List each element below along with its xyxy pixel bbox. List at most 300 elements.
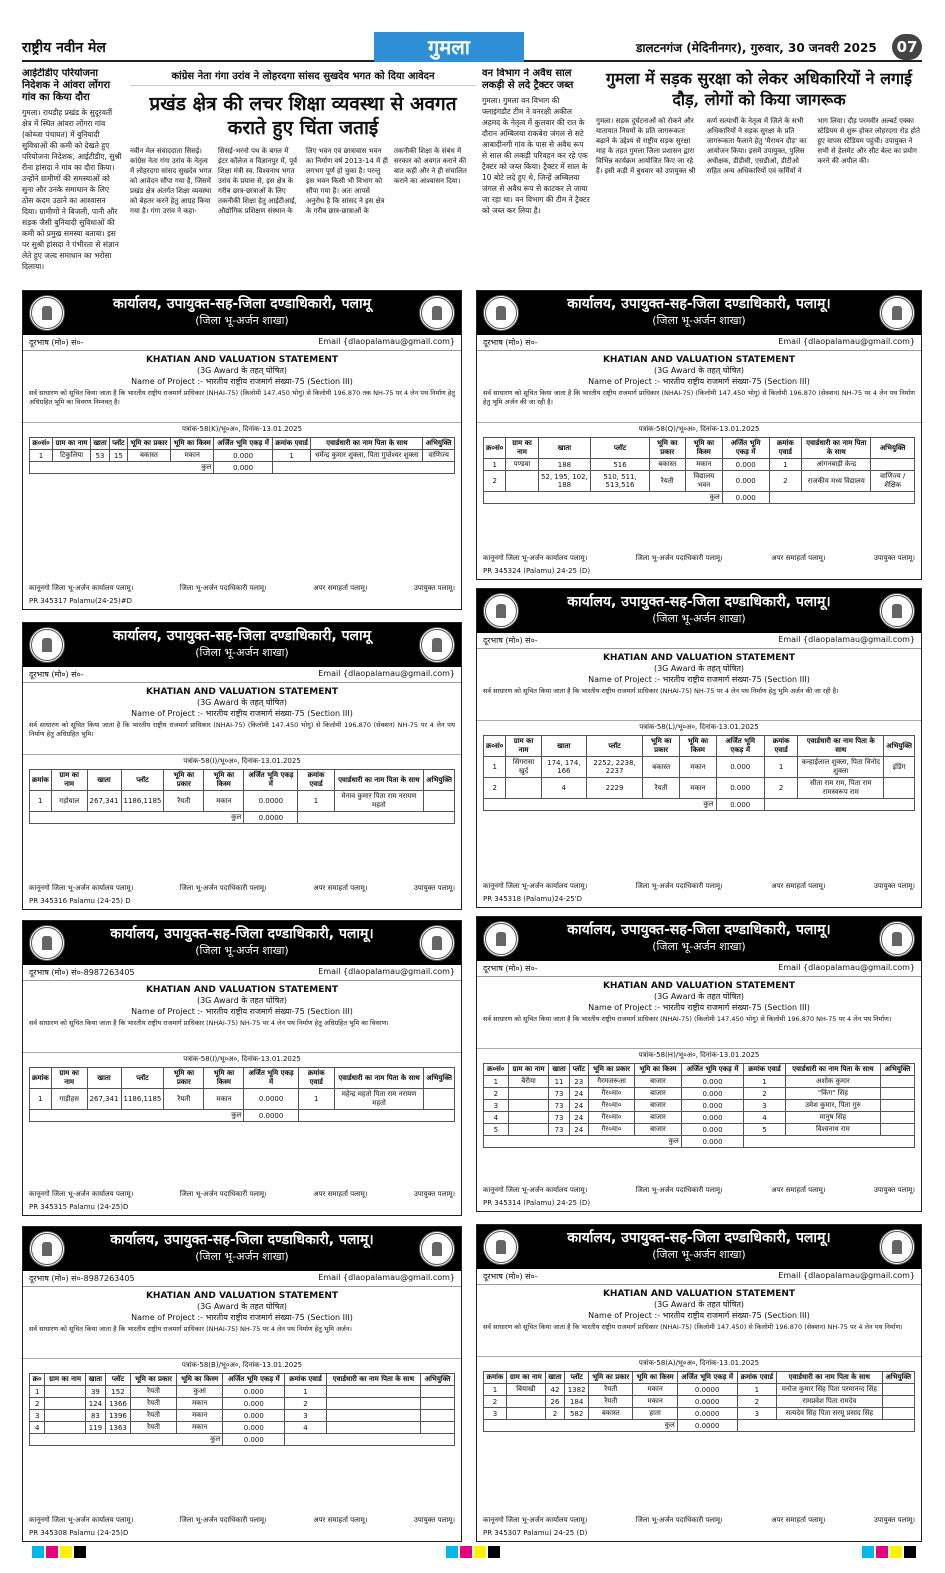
ad-branch: (जिला भू-अर्जन शाखा) (652, 940, 746, 953)
emblem-icon (483, 1229, 519, 1265)
table-cell: 24 (569, 1100, 588, 1112)
table-cell: 1186,1185 (121, 1089, 164, 1110)
ad-header (23, 291, 461, 335)
table-row (30, 1398, 455, 1410)
table-row (484, 1124, 915, 1136)
table-cell (882, 1396, 914, 1408)
signatory: उपायुक्त पलामू। (873, 554, 915, 562)
ad-email: Email {dlaopalamau@gmail.com} (318, 669, 455, 678)
table-cell: गैर०मा० (588, 1088, 634, 1100)
table-cell: 42 (545, 1384, 564, 1396)
column-header: खाता (87, 770, 121, 791)
land-notice-ad (476, 290, 922, 580)
column-header: भूमि का प्रकार (643, 736, 680, 757)
column-header: खाता (91, 438, 110, 450)
signatory: कानूनगो जिला भू-अर्जन कार्यालय पलामू। (483, 882, 588, 890)
signatory: कानूनगो जिला भू-अर्जन कार्यालय पलामू। (483, 1186, 588, 1194)
project-name: Name of Project :- भारतीय राष्ट्रीय राजमार्ग संख्या-75 (Section III) (588, 377, 810, 386)
column-header: खाता (541, 736, 586, 757)
table-cell: 5 (484, 1124, 509, 1136)
table-cell (421, 1422, 455, 1434)
table-cell (45, 1398, 85, 1410)
emblem-icon (29, 925, 65, 961)
column-header: भूमि का प्रकार (649, 438, 685, 459)
statement-title: KHATIAN AND VALUATION STATEMENT (145, 985, 339, 995)
column-header: क्रमांक एवार्ड (764, 736, 797, 757)
table-row (484, 471, 915, 492)
table-row (484, 1408, 915, 1420)
table-cell: 23 (569, 1076, 588, 1088)
color-swatch (460, 1546, 472, 1558)
ad-header (477, 291, 921, 335)
table-cell: रैयती (589, 1396, 633, 1408)
table-cell: 0.0000 (244, 791, 298, 812)
table-cell: विद्यालय भवन (685, 471, 722, 492)
signatory: उपायुक्त पलामू। (873, 1186, 915, 1194)
table-cell: मकान (680, 778, 716, 799)
story-body: गुमला। सड़क दुर्घटनाओं को रोकने और यातायात नियमों के प्रति जागरूकता बढ़ाने के उद्देश्य से राष्ट्रीय सड़क सुरक्षा माह के तहत गुमला जिला प्रशासन द्वारा विभिन्न कार्यक्रम आयोजित किए जा रहे हैं। इसी कड़ी में बुधवार को उपायुक्त श्री कर्ण सत्यार्थी के नेतृत्व में जिले के सभी अधिकारियों ने सड़क सुरक्षा के प्रति जागरूकता फैलाने हेतु 'मैराथन दौड़' का आयोजन किया। इसमें उपायुक्त, पुलिस अधीक्षक, डीडीसी, एसडीओ, डीटीओ सहित अन्य अधिकारियों एवं कर्मियों ने भाग लिया। दौड़ परमवीर अल्बर्ट एक्का स्टेडियम से शुरू होकर लोहरदगा रोड होते हुए वापस स्टेडियम पहुंची। उपायुक्त ने सभी से हेलमेट और सीट बेल्ट का प्रयोग करने की अपील की। (596, 117, 920, 175)
column-header: अभियुक्ति (871, 438, 915, 459)
column-header: एवार्डधारी का नाम पिता के साथ (777, 1372, 883, 1384)
signatory: कानूनगो जिला भू-अर्जन कार्यालय पलामू। (29, 1516, 134, 1524)
emblem-icon (29, 627, 65, 663)
table-cell (421, 1386, 455, 1398)
land-table (29, 769, 455, 824)
ad-office-title: कार्यालय, उपायुक्त-सह-जिला दण्डाधिकारी, पलामू। (567, 1230, 831, 1246)
table-cell: 1363 (105, 1422, 130, 1434)
table-row (484, 1100, 915, 1112)
table-cell: सीता राम राम, पिता राम रामस्वरूप राम (798, 778, 884, 799)
ad-contact (477, 335, 921, 351)
statement-title: KHATIAN AND VALUATION STATEMENT (145, 687, 339, 697)
table-cell (326, 1410, 421, 1422)
table-cell (424, 791, 455, 812)
table-row (30, 1386, 455, 1398)
signatories (29, 584, 455, 593)
table-row (484, 1088, 915, 1100)
total-value: 0.000 (722, 492, 769, 504)
ad-phone: दूरभाष (मो०) सं०-8987263405 (29, 1274, 135, 1283)
emblem-icon (419, 925, 455, 961)
color-registration-bar (22, 1546, 922, 1558)
ad-branch: (जिला भू-अर्जन शाखा) (195, 1250, 289, 1263)
story-road-safety (596, 68, 922, 284)
table-cell: 0.000 (716, 757, 764, 778)
column-header: भूमि का किस्म (177, 1374, 223, 1386)
table-header-row (484, 1064, 915, 1076)
table-cell: रैयती (130, 1386, 176, 1398)
table-cell: 1 (298, 791, 334, 812)
table-cell: 1 (272, 450, 311, 462)
table-cell: 2 (764, 778, 797, 799)
ad-contact (23, 667, 461, 683)
column-header: भूमि का किस्म (204, 1068, 244, 1089)
ad-email: Email {dlaopalamau@gmail.com} (318, 1273, 455, 1282)
column-header: ग्राम का नाम (51, 770, 87, 791)
table-cell: अशोक कुमार (785, 1076, 880, 1088)
column-header: अभियुक्ति (881, 1064, 915, 1076)
table-cell: मकान (633, 1384, 677, 1396)
land-notice-ad (22, 622, 462, 910)
table-cell: रैयती (589, 1384, 633, 1396)
project-name: Name of Project :- भारतीय राष्ट्रीय राजमार्ग संख्या-75 (Section III) (588, 675, 810, 684)
total-label: कुल (30, 812, 244, 824)
table-cell: 0.000 (716, 778, 764, 799)
ad-branch: (जिला भू-अर्जन शाखा) (195, 646, 289, 659)
table-cell: धर्मेन्द्र कुमार शुक्ला, पिता गुप्तेश्वर शुक्ला (311, 450, 423, 462)
table-cell: 152 (105, 1386, 130, 1398)
table-cell: रैयती (164, 1089, 204, 1110)
case-number: पत्रांक-58(I)/भू०अ०, दिनांक-13.01.2025 (183, 1055, 301, 1063)
ad-phone: दूरभाष (मो०) सं०- (29, 670, 84, 679)
award-line: (3G Award के तहत् घोषित) (196, 698, 288, 707)
table-cell: 0.000 (214, 450, 272, 462)
brand-name: राष्ट्रीय नवीन मेल (22, 40, 106, 56)
story-itda-visit (22, 68, 122, 284)
case-number: पत्रांक-58(I)/भू०अ०, दिनांक-13.01.2025 (183, 757, 301, 765)
column-header: क्र०सं० (484, 736, 506, 757)
column-header: ग्राम का नाम (506, 1372, 545, 1384)
column-header: क्रमांक (30, 770, 52, 791)
emblem-icon (419, 295, 455, 331)
ad-header (477, 589, 921, 633)
ad-branch: (जिला भू-अर्जन शाखा) (652, 612, 746, 625)
statement-title: KHATIAN AND VALUATION STATEMENT (145, 1291, 339, 1301)
table-cell: सिंगरासा खुर्द (506, 757, 541, 778)
column-header: भूमि का किस्म (171, 438, 214, 450)
signatory: अपर समाहर्ता पलामू। (771, 1516, 826, 1524)
table-cell: रैयती (130, 1398, 176, 1410)
case-number: पत्रांक-58(B)/भू०अ०, दिनांक-13.01.2025 (181, 1361, 303, 1369)
total-row (30, 812, 455, 824)
table-cell: मकान (177, 1410, 223, 1422)
case-number: पत्रांक-58(H)/भू०अ०, दिनांक-13.01.2025 (638, 1051, 760, 1059)
column-header: अभियुक्ति (884, 736, 915, 757)
table-cell: 1382 (565, 1384, 589, 1396)
table-cell (421, 1398, 455, 1410)
table-cell: 24 (569, 1112, 588, 1124)
pr-number: PR 345317 Palamu(24-25)#D (29, 597, 133, 605)
column-header: एवार्डधारी का नाम पिता के साथ (802, 438, 871, 459)
table-row (484, 1396, 915, 1408)
column-header: प्लॉट (569, 1064, 588, 1076)
table-row (30, 1422, 455, 1434)
column-header: क्रमांक (30, 1068, 52, 1089)
column-header: प्लॉट (565, 1372, 589, 1384)
color-swatch (488, 1546, 500, 1558)
emblem-icon (879, 593, 915, 629)
pr-number: PR 345316 Palamu (24-25) D (29, 897, 131, 905)
column-header: ग्राम का नाम (53, 438, 91, 450)
table-header-row (484, 438, 915, 459)
table-cell (506, 1396, 545, 1408)
emblem-icon (419, 1231, 455, 1267)
table-cell: पण्डवा (506, 459, 538, 471)
table-cell (744, 1136, 915, 1148)
table-cell: 0.000 (223, 1422, 285, 1434)
column-header: भूमि का किस्म (633, 1372, 677, 1384)
table-cell: 2 (30, 1398, 45, 1410)
column-header: क्रमांक एवार्ड (298, 770, 334, 791)
table-cell (421, 1410, 455, 1422)
column-header: प्लॉट (121, 1068, 164, 1089)
column-header: एवार्डधारी का नाम पिता के साथ (311, 438, 423, 450)
ad-office-title: कार्यालय, उपायुक्त-सह-जिला दण्डाधिकारी, पलामू (112, 296, 372, 312)
table-cell: मकान (685, 459, 722, 471)
table-cell: 2 (285, 1398, 326, 1410)
public-notice-text: सर्व साधारण को सूचित किया जाता है कि भारतीय राष्ट्रीय राजमार्ग प्राधिकार (NHAI-75) (किलोमी 147.450 भोगु) से किलोमी 196.870 NH-75 पर 4 लेन पथ निर्माण। (477, 1013, 921, 1049)
ad-email: Email {dlaopalamau@gmail.com} (778, 635, 915, 644)
story-headline: आईटीडीए परियोजना निदेशक ने आंवरा लोंगरा गांव का किया दौरा (22, 68, 111, 103)
signatory: कानूनगो जिला भू-अर्जन कार्यालय पलामू। (29, 584, 134, 592)
table-cell (737, 1420, 914, 1432)
total-value: 0.0000 (244, 1110, 298, 1122)
color-swatch (46, 1546, 58, 1558)
ad-phone: दूरभाष (मो०) सं०- (483, 636, 538, 645)
signatory: उपायुक्त पलामू। (413, 1516, 455, 1524)
table-row (484, 1384, 915, 1396)
story-headline: प्रखंड क्षेत्र की लचर शिक्षा व्यवस्था से अवगत कराते हुए चिंता जताई (149, 93, 457, 139)
table-cell (298, 812, 455, 824)
ad-office-title: कार्यालय, उपायुक्त-सह-जिला दण्डाधिकारी, पलामू। (110, 1232, 374, 1248)
ad-email: Email {dlaopalamau@gmail.com} (778, 1271, 915, 1280)
table-cell: मकान (177, 1422, 223, 1434)
color-swatch (60, 1546, 72, 1558)
signatory: जिला भू-अर्जन पदाधिकारी पलामू। (179, 584, 267, 592)
table-row (484, 778, 915, 799)
signatories (29, 1516, 455, 1525)
signatories (29, 884, 455, 893)
signatories (483, 882, 915, 891)
table-cell: 1 (484, 1384, 507, 1396)
total-label: कुल (484, 492, 723, 504)
project-name: Name of Project :- भारतीय राष्ट्रीय राजमार्ग संख्या-75 (Section III) (131, 1007, 353, 1016)
emblem-icon (879, 1229, 915, 1265)
pr-number: PR 345314 (Palamu) 24-25 (D) (483, 1199, 591, 1207)
table-cell: मकान (171, 450, 214, 462)
column-header: अर्जित भूमि एकड़ में (681, 1064, 744, 1076)
table-cell: 1 (744, 1076, 785, 1088)
statement-title: KHATIAN AND VALUATION STATEMENT (602, 981, 796, 991)
land-table (483, 1371, 915, 1432)
award-line: (3G Award के तहत घोषित) (196, 1302, 288, 1311)
signatories (483, 554, 915, 563)
ad-header (477, 917, 921, 961)
table-row (484, 459, 915, 471)
table-cell: टिकुलिया (53, 450, 91, 462)
column-header: खाता (87, 1068, 121, 1089)
column-header: खाता (85, 1374, 105, 1386)
pr-number: PR 345318 (Palamu)24-25'D (483, 895, 583, 903)
emblem-icon (419, 627, 455, 663)
story-kicker: कांग्रेस नेता गंगा उरांव ने लोहरदगा सांसद सुखदेव भगत को दिया आवेदन (130, 68, 476, 86)
table-cell: 2252, 2238, 2237 (586, 757, 642, 778)
table-cell: 267,341 (87, 791, 121, 812)
signatory: कानूनगो जिला भू-अर्जन कार्यालय पलामू। (29, 884, 134, 892)
column-header: क्र०सं० (484, 438, 506, 459)
table-cell: 0.000 (681, 1112, 744, 1124)
column-header: ग्राम का नाम (51, 1068, 87, 1089)
table-cell: 1 (484, 757, 506, 778)
land-notice-ad (476, 1224, 922, 1542)
table-cell: कन्हाईलाल शुक्ला, पिता विनोद शुक्ला (798, 757, 884, 778)
table-cell: मकान (680, 757, 716, 778)
table-cell: 0.0000 (677, 1384, 737, 1396)
color-swatch (474, 1546, 486, 1558)
column-header: क्रमांक एवार्ड (285, 1374, 326, 1386)
table-cell: 1 (769, 459, 802, 471)
public-notice-text: सर्व साधारण को सूचित किया जाता है कि भारतीय राष्ट्रीय राजमार्ग प्राधिकार (NHAI-75) (किलोमी 147.450) से किलोमी 196.870 (सेक्शन) NH-75 पर 4 लेन पथ निर्माण। (477, 1321, 921, 1357)
column-header: भूमि का प्रकार (164, 770, 204, 791)
table-cell: 0.0000 (677, 1396, 737, 1408)
emblem-icon (29, 1231, 65, 1267)
table-cell: 73 (549, 1100, 569, 1112)
table-cell (881, 1076, 915, 1088)
table-cell: रैयती (164, 791, 204, 812)
land-table (29, 1373, 455, 1446)
award-line: (3G Award के तहत् घोषित) (653, 366, 745, 375)
column-header: ग्राम का नाम (45, 1374, 85, 1386)
column-header: क्रमांक एवार्ड (744, 1064, 785, 1076)
table-cell: बकास्त (589, 1408, 633, 1420)
table-cell: उमेश कुमार, पिता गुरु (785, 1100, 880, 1112)
total-value: 0.0000 (677, 1420, 737, 1432)
table-cell: आंगनबाड़ी केन्द्र (802, 459, 871, 471)
table-cell: 5 (744, 1124, 785, 1136)
public-notice-text: सर्व साधारण को सूचित किया जाता है कि भारतीय राष्ट्रीय राजमार्ग प्राधिकार (NHAI-75) (किलोमी 147.450 भोगु) से किलोमी 196.870 (सेक्शन) NH-75 पर 4 लेन पथ निर्माण हेतु भूमि अर्जन की जा रही है। (477, 387, 921, 423)
project-name: Name of Project :- भारतीय राष्ट्रीय राजमार्ग संख्या-75 (Section III) (588, 1311, 810, 1320)
table-header-row (484, 1372, 915, 1384)
table-cell (326, 1386, 421, 1398)
table-cell: 0.000 (223, 1398, 285, 1410)
table-cell: महेन्द्र महतो पिता राम नरायण महतो (334, 1089, 423, 1110)
ad-contact (477, 633, 921, 649)
ad-phone: दूरभाष (मो०) सं०- (29, 338, 84, 347)
ad-header (23, 1227, 461, 1271)
column-header: भूमि का किस्म (635, 1064, 681, 1076)
table-cell (45, 1410, 85, 1422)
table-cell: 124 (85, 1398, 105, 1410)
signatory: जिला भू-अर्जन पदाधिकारी पलामू। (635, 1516, 723, 1524)
ad-phone: दूरभाष (मो०) सं०-8987263405 (29, 968, 135, 977)
column-header: ग्राम का नाम (508, 1064, 549, 1076)
table-row (484, 1076, 915, 1088)
column-header: भूमि का किस्म (680, 736, 716, 757)
ad-contact (477, 1269, 921, 1285)
column-header: अभियुक्ति (423, 438, 455, 450)
project-name: Name of Project :- भारतीय राष्ट्रीय राजमार्ग संख्या-75 (Section III) (588, 1003, 810, 1012)
table-cell: इंडिंग (884, 757, 915, 778)
dateline: डालटनगंज (मेदिनीनगर), गुरुवार, 30 जनवरी 2025 (636, 41, 877, 55)
color-swatch (890, 1546, 902, 1558)
table-cell (769, 492, 914, 504)
pr-number: PR 345307 Palamu) 24-25 (D) (483, 1529, 588, 1537)
color-swatch (904, 1546, 916, 1558)
column-header: प्लॉट (591, 438, 649, 459)
table-cell: 2 (484, 1396, 507, 1408)
table-cell: बाजार (635, 1112, 681, 1124)
table-cell: बियाखी (506, 1384, 545, 1396)
table-cell: रैयती (643, 778, 680, 799)
table-cell: बकास्त (649, 459, 685, 471)
public-notice-text: सर्व साधारण को सूचित किया जाता है कि भारतीय राष्ट्रीय राजमार्ग प्राधिकार (NHAI-75) NH-75 पर 4 लेन पथ निर्माण हेतु भूमि अर्जन। (23, 1323, 461, 1359)
table-cell (881, 1124, 915, 1136)
total-label: कुल (484, 1136, 682, 1148)
public-notice-text: सर्व साधारण को सूचित किया जाता है कि भारतीय राष्ट्रीय राजमार्ग प्राधिकार (NHAI-75) NH-75 पर 4 लेन पथ निर्माण हेतु अधिग्रहित भूमि का विवरण। (23, 1017, 461, 1053)
ad-office-title: कार्यालय, उपायुक्त-सह-जिला दण्डाधिकारी, पलामू (112, 628, 372, 644)
table-cell: 3 (30, 1410, 45, 1422)
table-cell (45, 1422, 85, 1434)
public-notice-text: सर्व साधारण को सूचित किया जाता है कि भारतीय राष्ट्रीय राजमार्ग प्राधिकार (NHAI-75) (किलोमी 147.450 भोगु) से किलोमी 196.870 तक NH-75 पर 4 लेन पथ निर्माण हेतु अधिग्रहित भूमि का विवरण निम्नवत् है। (23, 387, 461, 423)
project-name: Name of Project :- भारतीय राष्ट्रीय राजमार्ग संख्या-75 (Section III) (131, 377, 353, 386)
table-cell: गाड़ीहस (51, 1089, 87, 1110)
ad-contact (477, 961, 921, 977)
total-value: 0.0000 (244, 812, 298, 824)
signatory: अपर समाहर्ता पलामू। (771, 554, 826, 562)
table-cell: हाता (633, 1408, 677, 1420)
ad-contact (23, 965, 461, 981)
ad-contact (23, 335, 461, 351)
column-header: अर्जित भूमि एकड़ में (716, 736, 764, 757)
story-education (130, 68, 476, 284)
table-cell: 0.000 (681, 1124, 744, 1136)
table-cell: 73 (549, 1112, 569, 1124)
table-cell (881, 1100, 915, 1112)
emblem-icon (29, 295, 65, 331)
ad-branch: (जिला भू-अर्जन शाखा) (195, 314, 289, 327)
land-notice-ad (22, 920, 462, 1216)
ad-email: Email {dlaopalamau@gmail.com} (318, 967, 455, 976)
color-swatch (74, 1546, 86, 1558)
table-cell: गैरमजरूआ (588, 1076, 634, 1088)
table-cell: 0.0000 (244, 1089, 298, 1110)
table-cell: कुआं (177, 1386, 223, 1398)
column-header: भूमि का प्रकार (588, 1064, 634, 1076)
column-header: अभियुक्ति (882, 1372, 914, 1384)
land-table (483, 1063, 915, 1148)
table-cell: 73 (549, 1124, 569, 1136)
column-header: भूमि का प्रकार (589, 1372, 633, 1384)
column-header: क्र०सं० (484, 1064, 509, 1076)
table-cell: 174, 174, 166 (541, 757, 586, 778)
table-cell: "किंग" सिंह (785, 1088, 880, 1100)
table-cell: 53 (91, 450, 110, 462)
table-cell: मकान (204, 1089, 244, 1110)
color-swatch (876, 1546, 888, 1558)
table-cell (506, 1408, 545, 1420)
land-table (483, 437, 915, 504)
column-header: एवार्डधारी का नाम पिता के साथ (785, 1064, 880, 1076)
table-cell (881, 1088, 915, 1100)
award-line: (3G Award के तहत घोषित) (653, 1300, 745, 1309)
table-cell: मकान (633, 1396, 677, 1408)
column-header: एवार्डधारी का नाम पिता के साथ (326, 1374, 421, 1386)
table-cell (882, 1408, 914, 1420)
table-cell: गड़ोवाल (51, 791, 87, 812)
statement-title: KHATIAN AND VALUATION STATEMENT (602, 1289, 796, 1299)
column-header: प्लॉट (105, 1374, 130, 1386)
table-cell: 4 (744, 1112, 785, 1124)
table-cell: 26 (545, 1396, 564, 1408)
table-cell: 0.000 (681, 1100, 744, 1112)
column-header: क्रमांक एवार्ड (272, 438, 311, 450)
table-cell: 2 (545, 1408, 564, 1420)
table-cell: 516 (591, 459, 649, 471)
table-cell (272, 462, 454, 474)
table-cell: बकास्त (643, 757, 680, 778)
table-cell: वाणिज्य (423, 450, 455, 462)
table-cell (882, 1384, 914, 1396)
